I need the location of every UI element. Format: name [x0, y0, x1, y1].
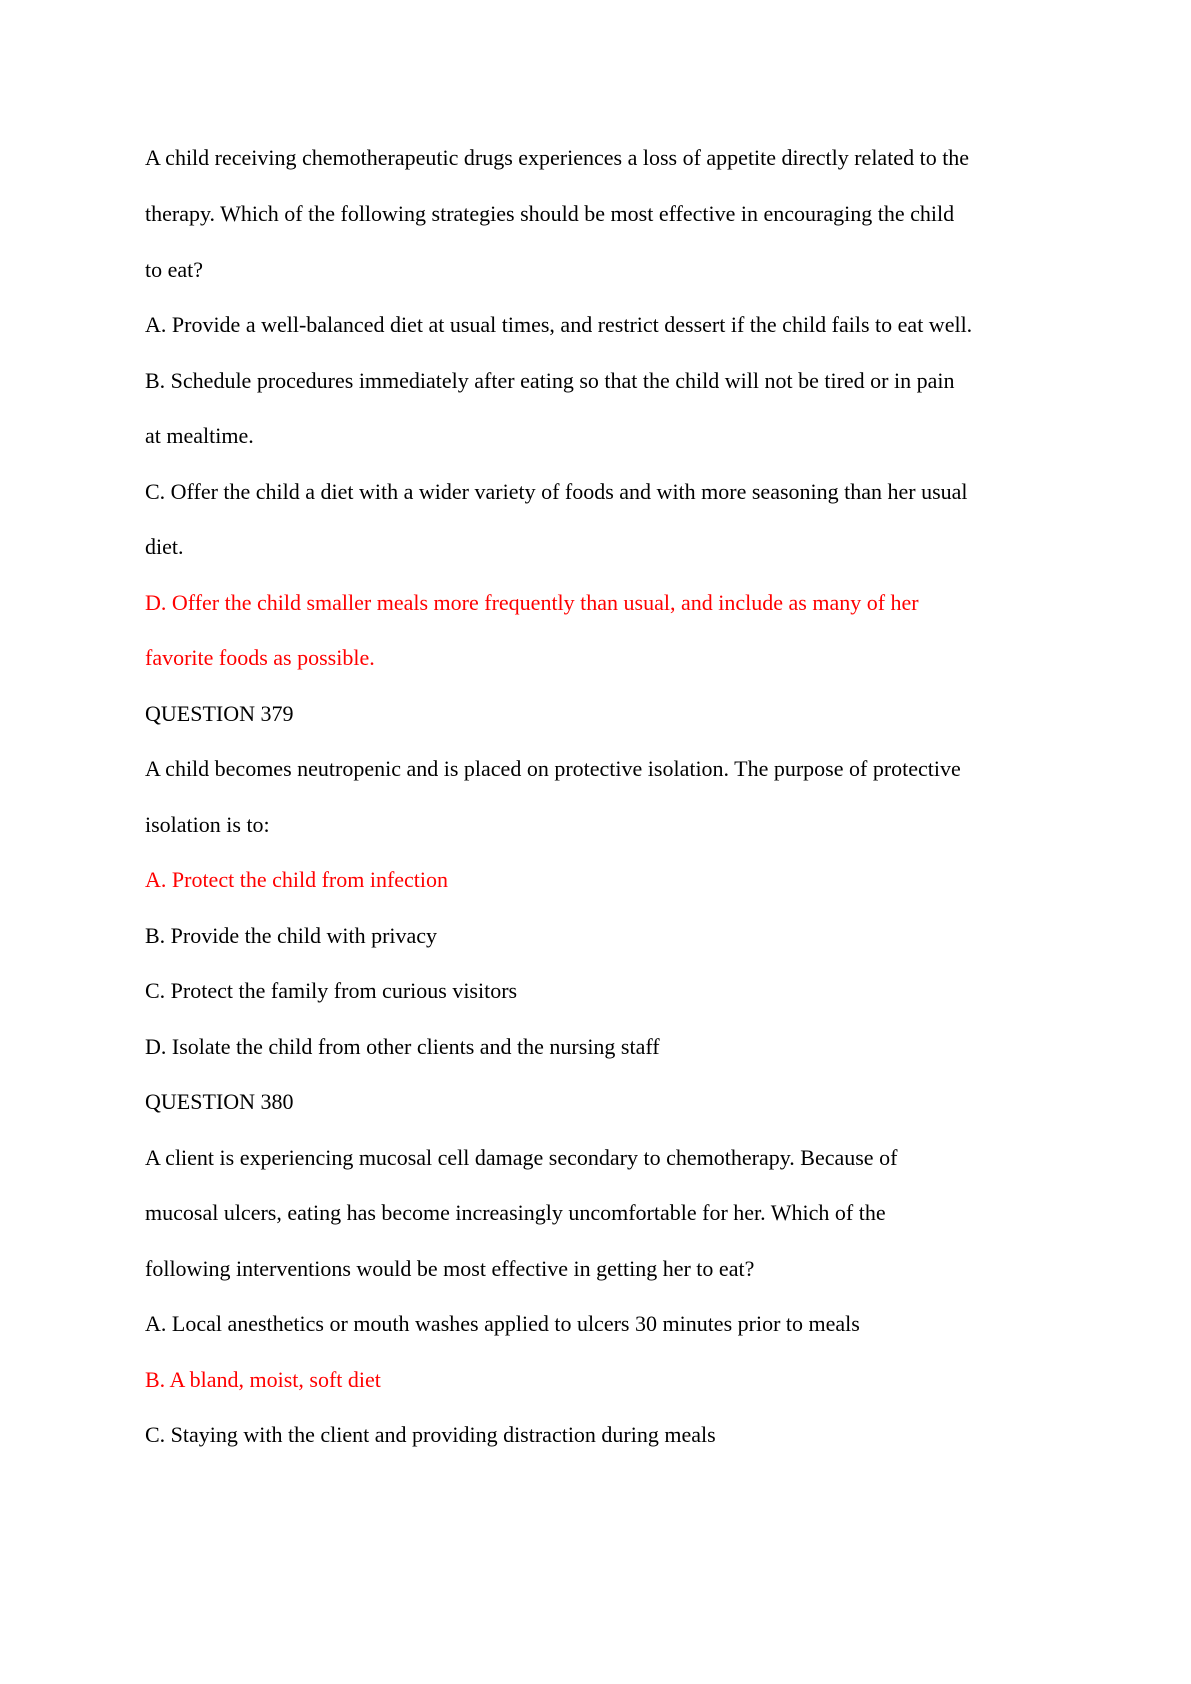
q378-option-b-line-2: at mealtime. [145, 423, 254, 448]
q379-stem-line-2: isolation is to: [145, 812, 270, 837]
q380-option-c: C. Staying with the client and providing distraction during meals [145, 1422, 716, 1447]
q380-stem-line-1: A client is experiencing mucosal cell damage secondary to chemotherapy. Because of [145, 1145, 898, 1170]
q378-stem-line-3: to eat? [145, 257, 204, 282]
q379-stem-line-1: A child becomes neutropenic and is placed on protective isolation. The purpose of protective [145, 756, 961, 781]
q380-option-a: A. Local anesthetics or mouth washes applied to ulcers 30 minutes prior to meals [145, 1311, 860, 1336]
q378-option-a: A. Provide a well-balanced diet at usual times, and restrict dessert if the child fails to eat well. [145, 312, 973, 337]
q378-stem-line-2: therapy. Which of the following strategies should be most effective in encouraging the child [145, 201, 955, 226]
q378-option-b-line-1: B. Schedule procedures immediately after eating so that the child will not be tired or in pain [145, 368, 955, 393]
q378-option-c-line-1: C. Offer the child a diet with a wider variety of foods and with more seasoning than her usual [145, 479, 968, 504]
q378-option-d-answer-line-1: D. Offer the child smaller meals more frequently than usual, and include as many of her [145, 590, 919, 615]
q379-option-c: C. Protect the family from curious visitors [145, 978, 518, 1003]
question-380-heading: QUESTION 380 [145, 1089, 294, 1114]
q378-option-c-line-2: diet. [145, 534, 184, 559]
q379-option-d: D. Isolate the child from other clients and the nursing staff [145, 1034, 660, 1059]
q378-option-d-answer-line-2: favorite foods as possible. [145, 645, 375, 670]
q379-option-b: B. Provide the child with privacy [145, 923, 438, 948]
q380-option-b-answer: B. A bland, moist, soft diet [145, 1367, 381, 1392]
q378-stem-line-1: A child receiving chemotherapeutic drugs experiences a loss of appetite directly related to the [145, 145, 970, 170]
q380-stem-line-3: following interventions would be most effective in getting her to eat? [145, 1256, 755, 1281]
q379-option-a-answer: A. Protect the child from infection [145, 867, 449, 892]
q380-stem-line-2: mucosal ulcers, eating has become increasingly uncomfortable for her. Which of the [145, 1200, 886, 1225]
question-379-heading: QUESTION 379 [145, 701, 294, 726]
